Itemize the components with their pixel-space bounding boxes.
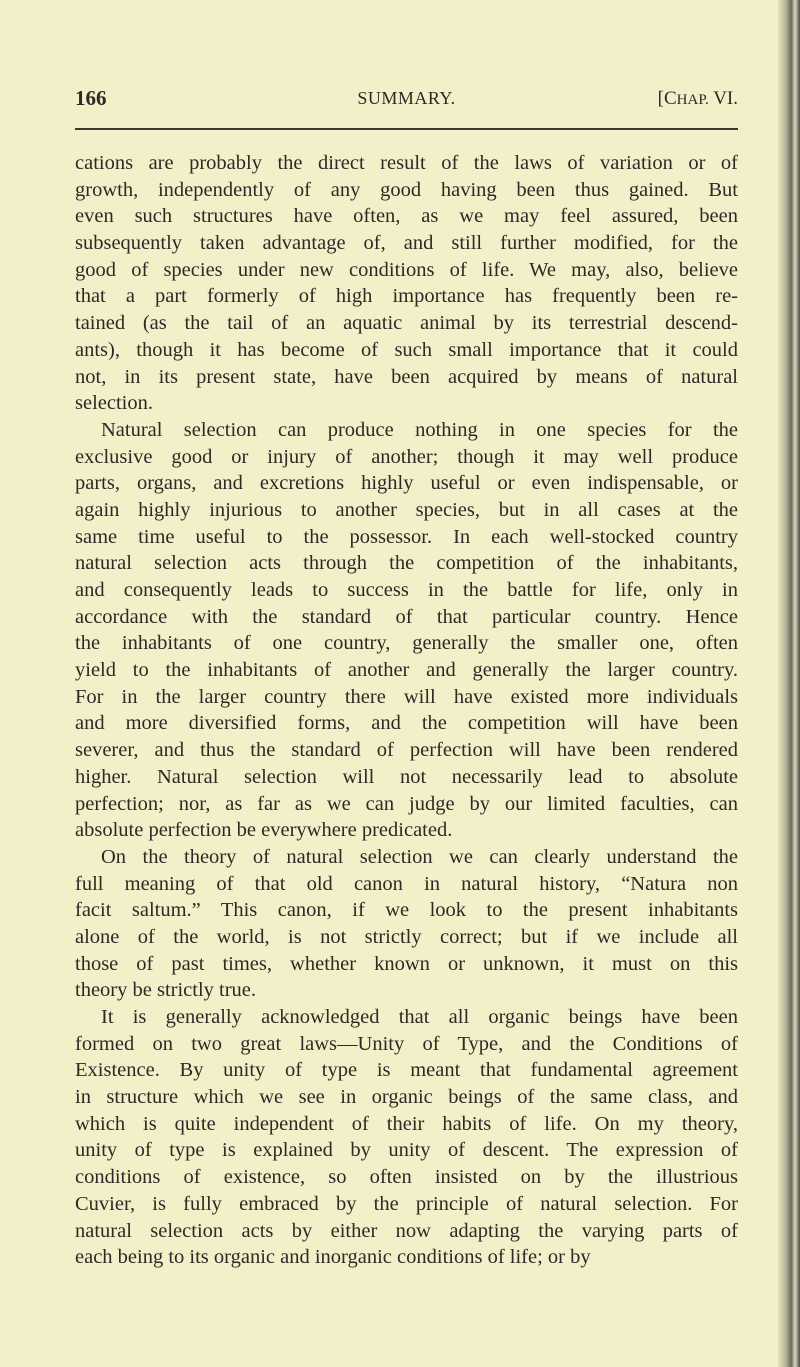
text-line: even such structures have often, as we may feel assured, been bbox=[75, 205, 738, 228]
running-header bbox=[75, 86, 738, 112]
text-line: same time useful to the possessor. In each well-stocked country bbox=[75, 525, 738, 548]
text-line: not, in its present state, have been acquired by means of natural bbox=[75, 365, 738, 388]
text-line: that a part formerly of high importance has frequently been re- bbox=[75, 285, 738, 308]
text-line: ants), though it has become of such small importance that it could bbox=[75, 338, 738, 361]
text-line: tained (as the tail of an aquatic animal by its terrestrial descend- bbox=[75, 312, 738, 335]
running-title: SUMMARY. bbox=[357, 88, 456, 108]
paragraph bbox=[75, 1004, 738, 1271]
paragraph bbox=[75, 844, 738, 1004]
text-line: cations are probably the direct result of the laws of variation or of bbox=[75, 152, 738, 174]
text-line: exclusive good or injury of another; though it may well produce bbox=[75, 445, 738, 468]
chapter-smallcaps: HAP. bbox=[676, 92, 709, 108]
text-line: unity of type is explained by unity of descent. The expression of bbox=[75, 1139, 738, 1162]
text-line: subsequently taken advantage of, and still further modified, for the bbox=[75, 232, 738, 255]
text-line: those of past times, whether known or unknown, it must on this bbox=[75, 952, 738, 975]
text-line: perfection; nor, as far as we can judge by our limited faculties, can bbox=[75, 792, 738, 815]
text-line: Natural selection can produce nothing in one species for the bbox=[101, 418, 738, 441]
text-line: natural selection acts by either now adapting the varying parts of bbox=[75, 1219, 738, 1242]
text-line: alone of the world, is not strictly correct; but if we include all bbox=[75, 925, 738, 948]
text-line: For in the larger country there will have existed more individuals bbox=[75, 685, 738, 708]
text-line: facit saltum.” This canon, if we look to the present inhabitants bbox=[75, 899, 738, 922]
text-line: higher. Natural selection will not necessarily lead to absolute bbox=[75, 765, 738, 788]
chapter-bracket: [C bbox=[657, 88, 677, 109]
text-line: accordance with the standard of that particular country. Hence bbox=[75, 605, 738, 628]
text-line: yield to the inhabitants of another and generally the larger country. bbox=[75, 659, 738, 682]
text-line: growth, independently of any good having been thus gained. But bbox=[75, 178, 738, 201]
paragraph bbox=[75, 150, 738, 417]
text-line: conditions of existence, so often insisted on by the illustrious bbox=[75, 1166, 738, 1189]
text-line: It is generally acknowledged that all organic beings have been bbox=[101, 1006, 738, 1028]
text-line: and more diversified forms, and the competition will have been bbox=[75, 712, 738, 735]
text-line: which is quite independent of their habits of life. On my theory, bbox=[75, 1112, 738, 1135]
text-line: selection. bbox=[75, 392, 153, 415]
text-line: and consequently leads to success in the battle for life, only in bbox=[75, 579, 738, 601]
chapter-number: VI. bbox=[708, 88, 738, 109]
text-line: absolute perfection be everywhere predicated. bbox=[75, 819, 453, 842]
text-line: On the theory of natural selection we can clearly understand the bbox=[101, 845, 738, 868]
text-line: each being to its organic and inorganic conditions of life; or by bbox=[75, 1246, 591, 1269]
text-line: natural selection acts through the competition of the inhabitants, bbox=[75, 552, 738, 575]
text-line: Cuvier, is fully embraced by the principle of natural selection. For bbox=[75, 1192, 738, 1215]
chapter-label bbox=[658, 88, 738, 110]
header-rule bbox=[75, 128, 738, 130]
paragraph bbox=[75, 417, 738, 844]
text-line: in structure which we see in organic beings of the same class, and bbox=[75, 1086, 738, 1109]
text-line: severer, and thus the standard of perfection will have been rendered bbox=[75, 739, 738, 762]
text-line: full meaning of that old canon in natural history, “Natura non bbox=[75, 872, 738, 895]
text-line: formed on two great laws—Unity of Type, and the Conditions of bbox=[75, 1032, 738, 1055]
text-line: the inhabitants of one country, generally the smaller one, often bbox=[75, 632, 738, 655]
page-number: 166 bbox=[75, 86, 107, 110]
text-line: Existence. By unity of type is meant that fundamental agreement bbox=[75, 1059, 738, 1082]
text-line: good of species under new conditions of life. We may, also, believe bbox=[75, 258, 738, 281]
text-line: theory be strictly true. bbox=[75, 979, 257, 1002]
body-text bbox=[75, 150, 738, 1271]
text-line: parts, organs, and excretions highly useful or even indispensable, or bbox=[75, 472, 738, 495]
page-edge-shadow bbox=[778, 0, 800, 1367]
text-line: again highly injurious to another species, but in all cases at the bbox=[75, 498, 738, 521]
